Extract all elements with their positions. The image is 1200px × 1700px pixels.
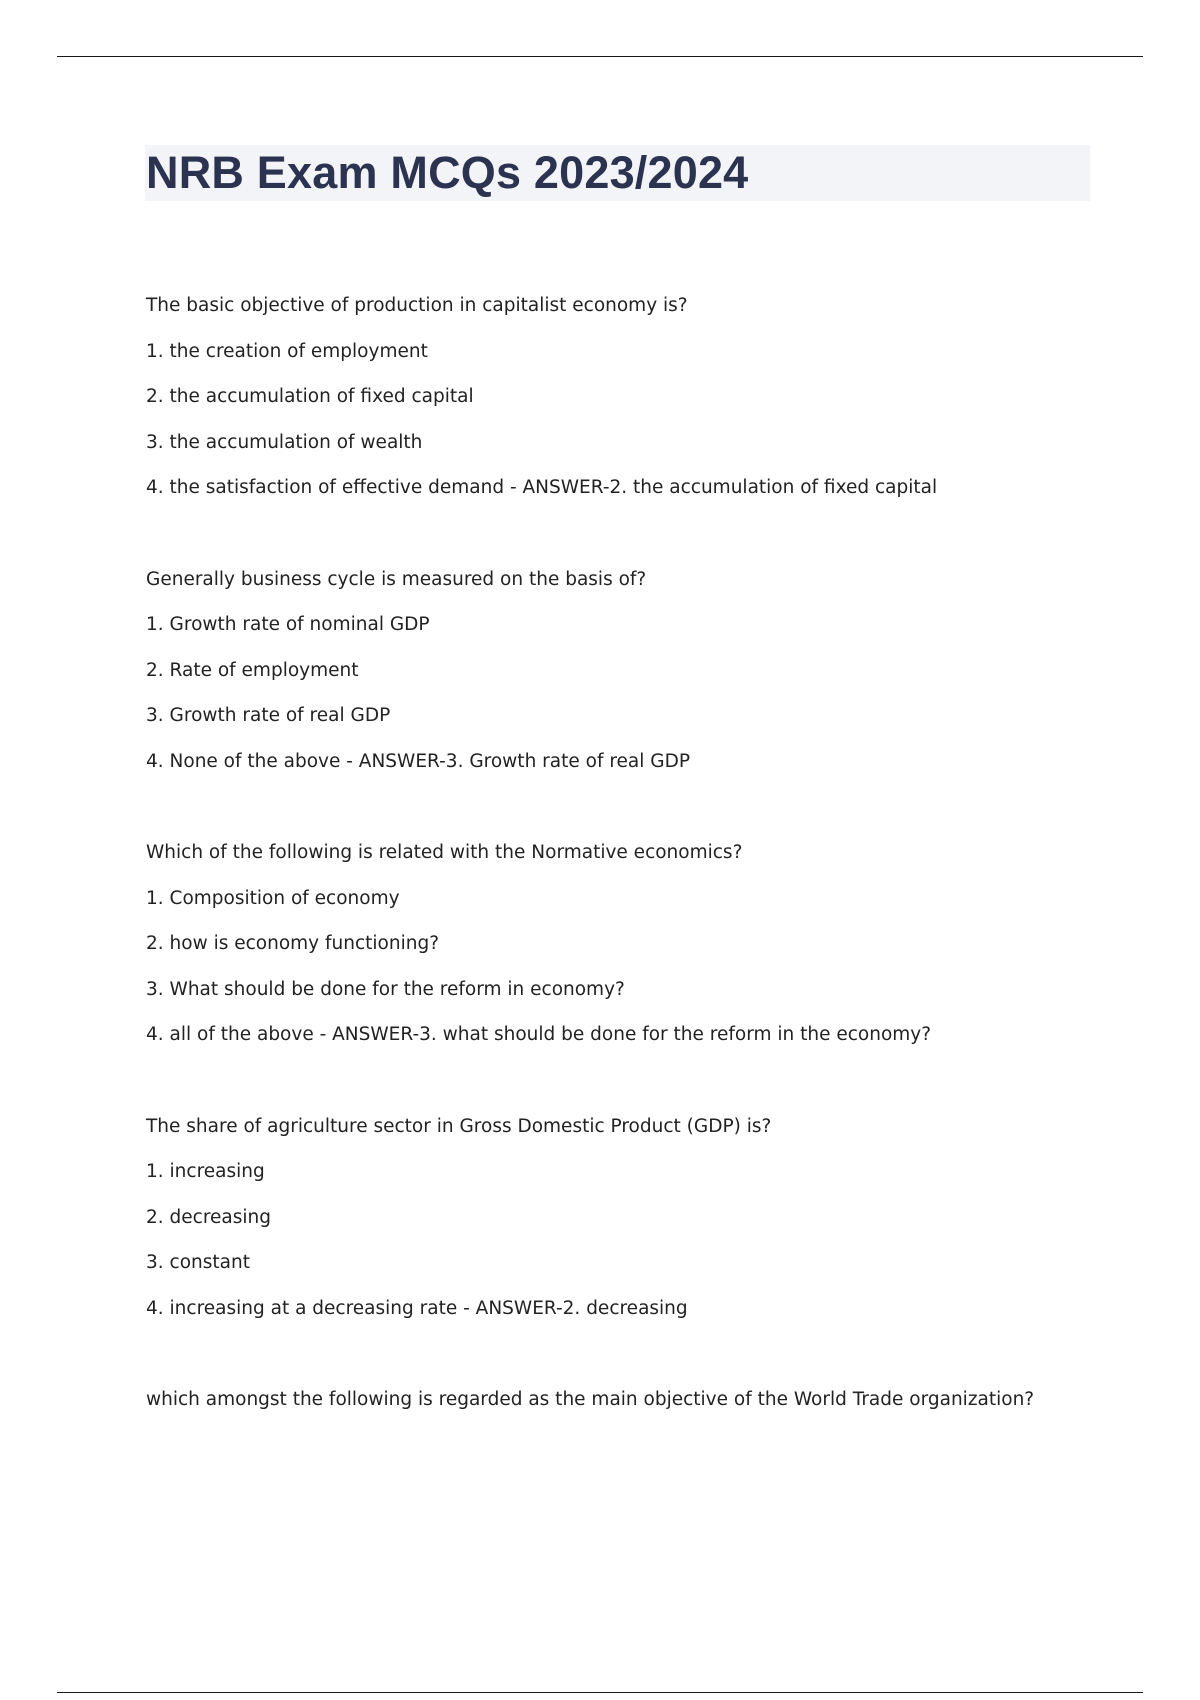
answer-option: 3. constant [146,1252,250,1273]
answer-option: 2. how is economy functioning? [146,933,440,954]
answer-option: 4. None of the above - ANSWER-3. Growth rate of real GDP [146,750,691,772]
answer-option: 3. the accumulation of wealth [146,431,423,453]
question-list [146,288,1106,1474]
answer-option: 2. the accumulation of fixed capital [146,386,474,407]
question-stem: Generally business cycle is measured on the basis of? [146,568,647,590]
answer-option: 4. increasing at a decreasing rate - ANSWER-2. decreasing [146,1297,688,1319]
question-item [146,1109,1106,1337]
page-title: NRB Exam MCQs 2023/2024 [146,147,749,198]
answer-option: 1. Growth rate of nominal GDP [146,614,430,635]
answer-option: 3. Growth rate of real GDP [146,705,391,726]
question-stem: The share of agriculture sector in Gross Domestic Product (GDP) is? [146,1115,772,1137]
answer-option: 2. Rate of employment [146,659,359,681]
answer-option: 4. the satisfaction of effective demand - ANSWER-2. the accumulation of fixed capital [146,477,938,498]
answer-option: 4. all of the above - ANSWER-3. what should be done for the reform in the economy? [146,1024,932,1045]
question-stem: Which of the following is related with the Normative economics? [146,842,743,863]
question-item [146,562,1106,790]
answer-option: 1. Composition of economy [146,887,400,909]
answer-option: 2. decreasing [146,1206,271,1228]
question-item [146,288,1106,516]
answer-option: 3. What should be done for the reform in economy? [146,978,625,1000]
answer-option: 1. increasing [146,1161,265,1182]
header-rule [57,56,1143,57]
question-stem: which amongst the following is regarded as the main objective of the World Trade organization? [146,1389,1035,1410]
question-stem: The basic objective of production in capitalist economy is? [146,295,688,316]
footer-rule [57,1692,1143,1693]
answer-option: 1. the creation of employment [146,340,428,362]
question-item [146,835,1106,1063]
question-item [146,1382,1106,1428]
